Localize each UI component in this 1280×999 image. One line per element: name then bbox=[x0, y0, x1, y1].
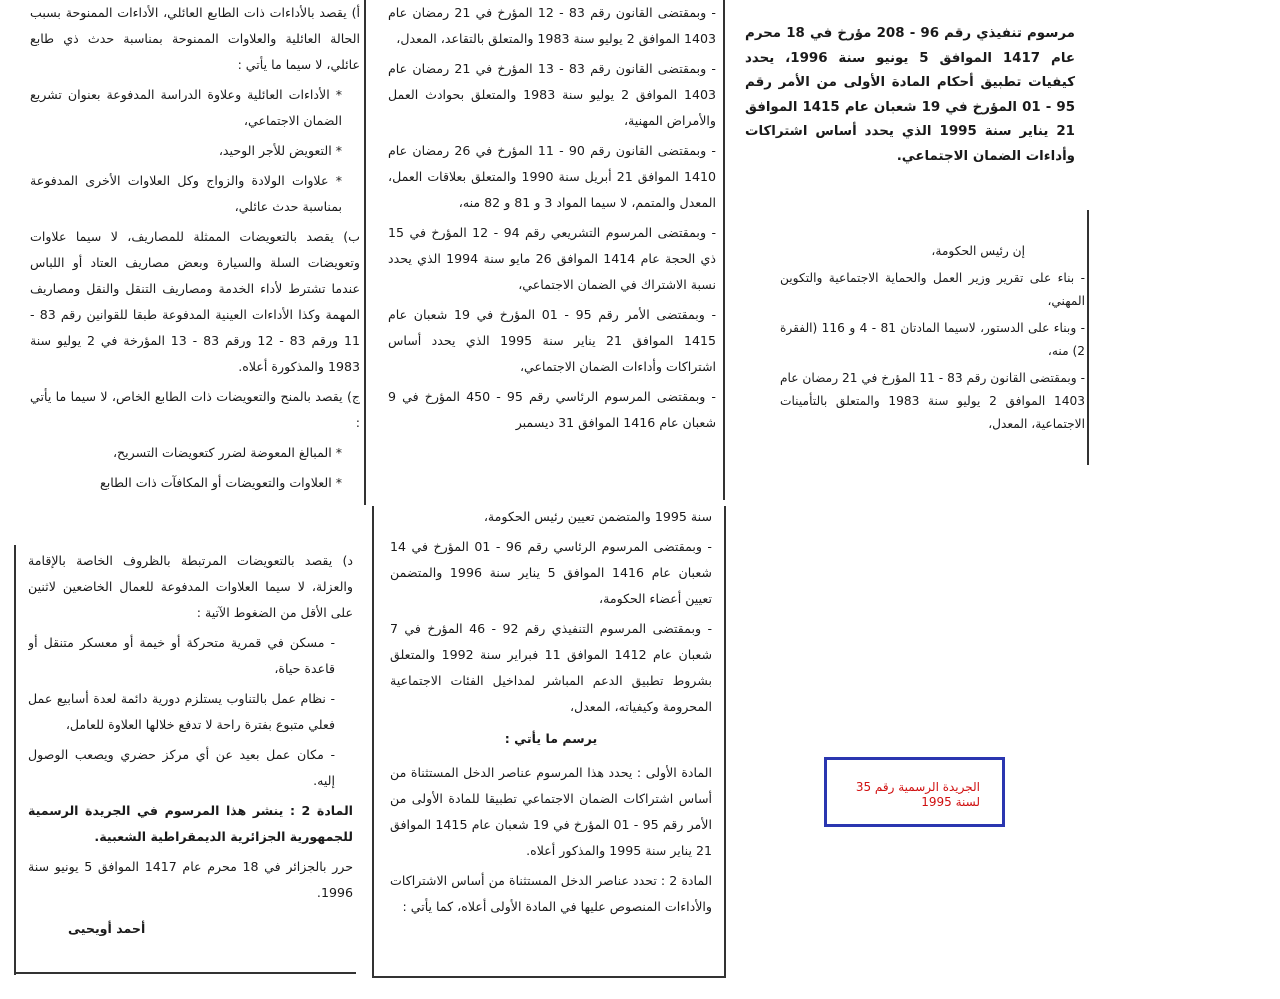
preamble-paragraph: - وبناء على الدستور، لاسيما المادتان 81 - 4 و 116 (الفقرة 2) منه، bbox=[780, 321, 1085, 358]
decree-title bbox=[745, 22, 1075, 212]
citation-paragraph: - وبمقتضى القانون رقم 83 - 12 المؤرخ في 21 رمضان عام 1403 الموافق 2 يوليو سنة 1983 والمتعلق بالتقاعد، المعدل، bbox=[388, 5, 716, 46]
clause-d-item: - مسكن في قمرية متحركة أو خيمة أو معسكر متنقل أو قاعدة حياة، bbox=[28, 635, 335, 676]
bottom-middle-column bbox=[390, 504, 712, 974]
top-left-column bbox=[30, 0, 360, 505]
citation-paragraph: - وبمقتضى المرسوم التشريعي رقم 94 - 12 المؤرخ في 15 ذي الحجة عام 1414 الموافق 26 مايو سنة 1994 الذي يحدد نسبة الاشتراك في الضمان الاجتماعي، bbox=[388, 225, 716, 292]
bottom-rule bbox=[372, 976, 726, 978]
clause-c-item: * العلاوات والتعويضات أو المكافآت ذات الطابع bbox=[100, 475, 342, 490]
preamble-paragraph: - بناء على تقرير وزير العمل والحماية الاجتماعية والتكوين المهني، bbox=[780, 271, 1085, 308]
column-divider bbox=[364, 0, 366, 505]
column-divider bbox=[724, 506, 726, 978]
citation-paragraph: سنة 1995 والمتضمن تعيين رئيس الحكومة، bbox=[483, 509, 712, 524]
citation-paragraph: - وبمقتضى الأمر رقم 95 - 01 المؤرخ في 19 شعبان عام 1415 الموافق 21 يناير سنة 1995 الذي يحدد أساس اشتراكات وأداءات الضمان الاجتماعي، bbox=[388, 307, 716, 374]
bottom-left-column bbox=[28, 548, 353, 968]
column-divider bbox=[14, 545, 16, 975]
article-2-publication: المادة 2 : ينشر هذا المرسوم في الجريدة الرسمية للجمهورية الجزائرية الديمقراطية الشعبية. bbox=[28, 803, 353, 844]
decree-title-text: مرسوم تنفيذي رقم 96 - 208 مؤرخ في 18 محرم عام 1417 الموافق 5 يونيو سنة 1996، يحدد كيفيات تطبيق أحكام المادة الأولى من الأمر رقم 95 - 01 المؤرخ في 19 شعبان عام 1415 الموافق 21 يناير سنة 1995 الذي يحدد أساس اشتراكات وأداءات الضمان الاجتماعي. bbox=[745, 26, 1076, 164]
citation-paragraph: - وبمقتضى المرسوم الرئاسي رقم 96 - 01 المؤرخ في 14 شعبان عام 1416 الموافق 5 يناير سنة 1996 والمتضمن تعيين أعضاء الحكومة، bbox=[390, 539, 712, 606]
clause-b-text: ب) يقصد بالتعويضات الممثلة للمصاريف، لا سيما علاوات وتعويضات السلة والسيارة وبعض مصاريف العتاد أو اللباس عندما تشترط لأداء الخدمة ومصاريف التنقل والنقل ومصاريف المهمة وكذا الأداءات العينية المدفوعة طبقا للقوانين رقم 83 - 11 ورقم 83 - 12 ورقم 83 - 13 المؤرخة في 2 يوليو سنة 1983 والمذكورة أعلاه. bbox=[30, 229, 360, 374]
decree-heading: يرسم ما يأتي : bbox=[504, 731, 598, 746]
top-middle-column bbox=[388, 0, 716, 500]
clause-c-item: * المبالغ المعوضة لضرر كتعويضات التسريح، bbox=[112, 445, 342, 460]
clause-a-intro: أ) يقصد بالأداءات ذات الطابع العائلي، الأداءات الممنوحة بسبب الحالة العائلية والعلاوات الممنوحة بمناسبة حدث ذي طابع عائلي، لا سيما ما يأتي : bbox=[30, 5, 360, 72]
government-preamble bbox=[780, 240, 1085, 470]
clause-d-item: - مكان عمل بعيد عن أي مركز حضري ويصعب الوصول إليه. bbox=[28, 747, 335, 788]
source-reference-box bbox=[824, 757, 1005, 827]
signature: أحمد أويحيى bbox=[68, 921, 146, 936]
citation-paragraph: - وبمقتضى القانون رقم 83 - 13 المؤرخ في 21 رمضان عام 1403 الموافق 2 يوليو سنة 1983 والمتعلق بحوادث العمل والأمراض المهنية، bbox=[388, 61, 716, 128]
source-reference-text: الجريدة الرسمية رقم 35 لسنة 1995 bbox=[855, 780, 980, 809]
article-2: المادة 2 : تحدد عناصر الدخل المستثناة من أساس الاشتراكات والأداءات المنصوص عليها في المادة الأولى أعلاه، كما يأتي : bbox=[390, 873, 712, 914]
bottom-rule bbox=[16, 972, 356, 974]
done-at-line: حرر بالجزائر في 18 محرم عام 1417 الموافق 5 يونيو سنة 1996. bbox=[28, 859, 353, 900]
clause-a-item: * التعويض للأجر الوحيد، bbox=[218, 143, 342, 158]
clause-d-item: - نظام عمل بالتناوب يستلزم دورية دائمة لعدة أسابيع عمل فعلي متبوع بفترة راحة لا تدفع خلالها العلاوة للعامل، bbox=[28, 691, 335, 732]
prime-minister-heading: إن رئيس الحكومة، bbox=[931, 244, 1025, 258]
clause-d-intro: د) يقصد بالتعويضات المرتبطة بالظروف الخاصة بالإقامة والعزلة، لا سيما العلاوات المدفوعة للعمال الخاضعين لاثنين على الأقل من الضغوط الآتية : bbox=[28, 553, 353, 620]
citation-paragraph: - وبمقتضى القانون رقم 90 - 11 المؤرخ في 26 رمضان عام 1410 الموافق 21 أبريل سنة 1990 والمتعلق بعلاقات العمل، المعدل والمتمم، لا سيما المواد 3 و 81 و 82 منه، bbox=[388, 143, 716, 210]
column-divider bbox=[372, 506, 374, 976]
clause-a-item: * علاوات الولادة والزواج وكل العلاوات الأخرى المدفوعة بمناسبة حدث عائلي، bbox=[30, 173, 342, 214]
clause-c-intro: ج) يقصد بالمنح والتعويضات ذات الطابع الخاص، لا سيما ما يأتي : bbox=[30, 389, 360, 430]
column-divider bbox=[723, 0, 725, 500]
citation-paragraph: - وبمقتضى المرسوم الرئاسي رقم 95 - 450 المؤرخ في 9 شعبان عام 1416 الموافق 31 ديسمبر bbox=[388, 389, 716, 430]
article-1: المادة الأولى : يحدد هذا المرسوم عناصر الدخل المستثناة من أساس اشتراكات الضمان الاجتماعي تطبيقا للمادة الأولى من الأمر رقم 95 - 01 المؤرخ في 19 شعبان عام 1415 الموافق 21 يناير سنة 1995 والمذكور أعلاه. bbox=[390, 765, 712, 858]
citation-paragraph: - وبمقتضى المرسوم التنفيذي رقم 92 - 46 المؤرخ في 7 شعبان عام 1412 الموافق 11 فبراير سنة 1992 والمتعلق بشروط تطبيق الدعم المباشر لمداخيل الفئات الاجتماعية المحرومة وكيفياته، المعدل، bbox=[390, 621, 712, 714]
preamble-paragraph: - وبمقتضى القانون رقم 83 - 11 المؤرخ في 21 رمضان عام 1403 الموافق 2 يوليو سنة 1983 والمتعلق بالتأمينات الاجتماعية، المعدل، bbox=[780, 371, 1085, 431]
clause-a-item: * الأداءات العائلية وعلاوة الدراسة المدفوعة بعنوان تشريع الضمان الاجتماعي، bbox=[30, 87, 342, 128]
column-divider bbox=[1087, 210, 1089, 465]
